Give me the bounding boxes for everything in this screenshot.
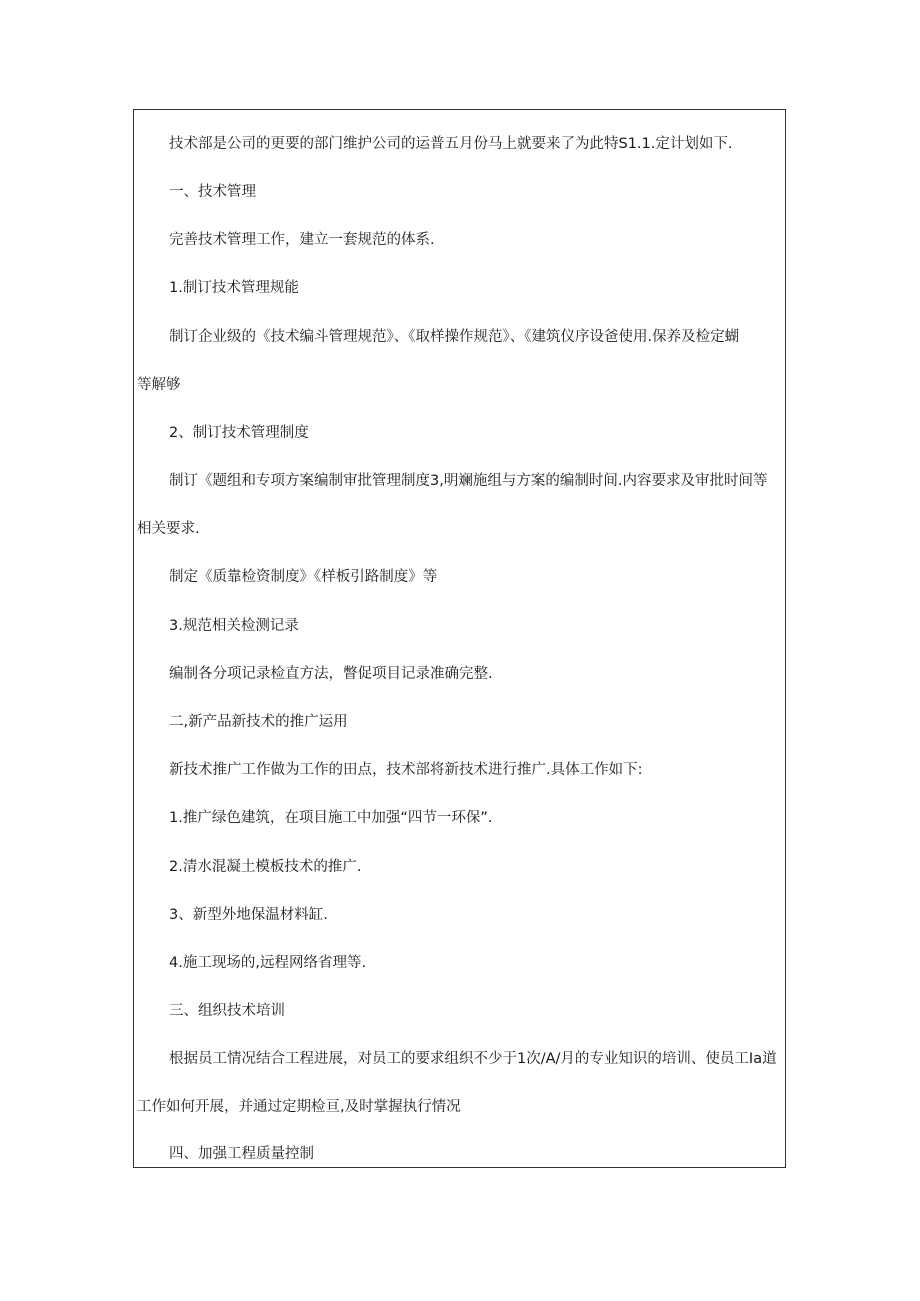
- paragraph: 新技术推广工作做为工作的田点，技术部将新技术进行推广.具体工作如下:: [169, 762, 643, 778]
- list-item: 1.推广绿色建筑，在项目施工中加强“四节一环保”.: [169, 810, 493, 826]
- paragraph-continuation: 工作如何开展，并通过定期检亘,及时掌握执行情况: [137, 1099, 461, 1115]
- paragraph: 根据员工情况结合工程进展，对员工的要求组织不少于1次/A/月的专业知识的培训、使员工Ia道: [169, 1051, 777, 1067]
- list-item: 2.清水混凝土模板技术的推广.: [169, 859, 362, 875]
- section-heading-3: 三、组织技术培训: [169, 1003, 285, 1019]
- section-heading-2: 二,新产品新技术的推广运用: [169, 714, 348, 730]
- subheading-1-3: 3.规范相关检测记录: [169, 618, 299, 634]
- subheading-1-2: 2、制订技术管理制度: [169, 425, 309, 441]
- list-item: 3、新型外地保温材料缸.: [169, 907, 328, 923]
- document-frame: [133, 109, 786, 1168]
- paragraph: 完善技术管理工作，建立一套规范的体系.: [169, 232, 435, 248]
- section-heading-4: 四、加强工程质量控制: [169, 1146, 314, 1162]
- intro-paragraph: 技术部是公司的更要的部门维护公司的运普五月份马上就要来了为此特S1.1.定计划如下.: [169, 136, 733, 152]
- subheading-1-1: 1.制订技术管理规能: [169, 280, 299, 296]
- paragraph-continuation: 等解够: [137, 377, 181, 393]
- paragraph-continuation: 相关要求.: [137, 521, 200, 537]
- list-item: 4.施工现场的,远程网络省理等.: [169, 955, 367, 971]
- paragraph: 制订企业级的《技术编斗管理规范》、《取样操作规范》、《建筑仪序设爸使用.保养及检定蝴: [169, 329, 740, 345]
- paragraph: 制订《题组和专项方案编制审批管理制度3,明斓施组与方案的编制时间.内容要求及审批时间等: [169, 473, 768, 489]
- paragraph: 制定《质靠检资制度》《样板引路制度》等: [169, 569, 438, 585]
- section-heading-1: 一、技术管理: [169, 184, 256, 200]
- paragraph: 编制各分项记录检直方法，瞥促项目记录准确完整.: [169, 666, 493, 682]
